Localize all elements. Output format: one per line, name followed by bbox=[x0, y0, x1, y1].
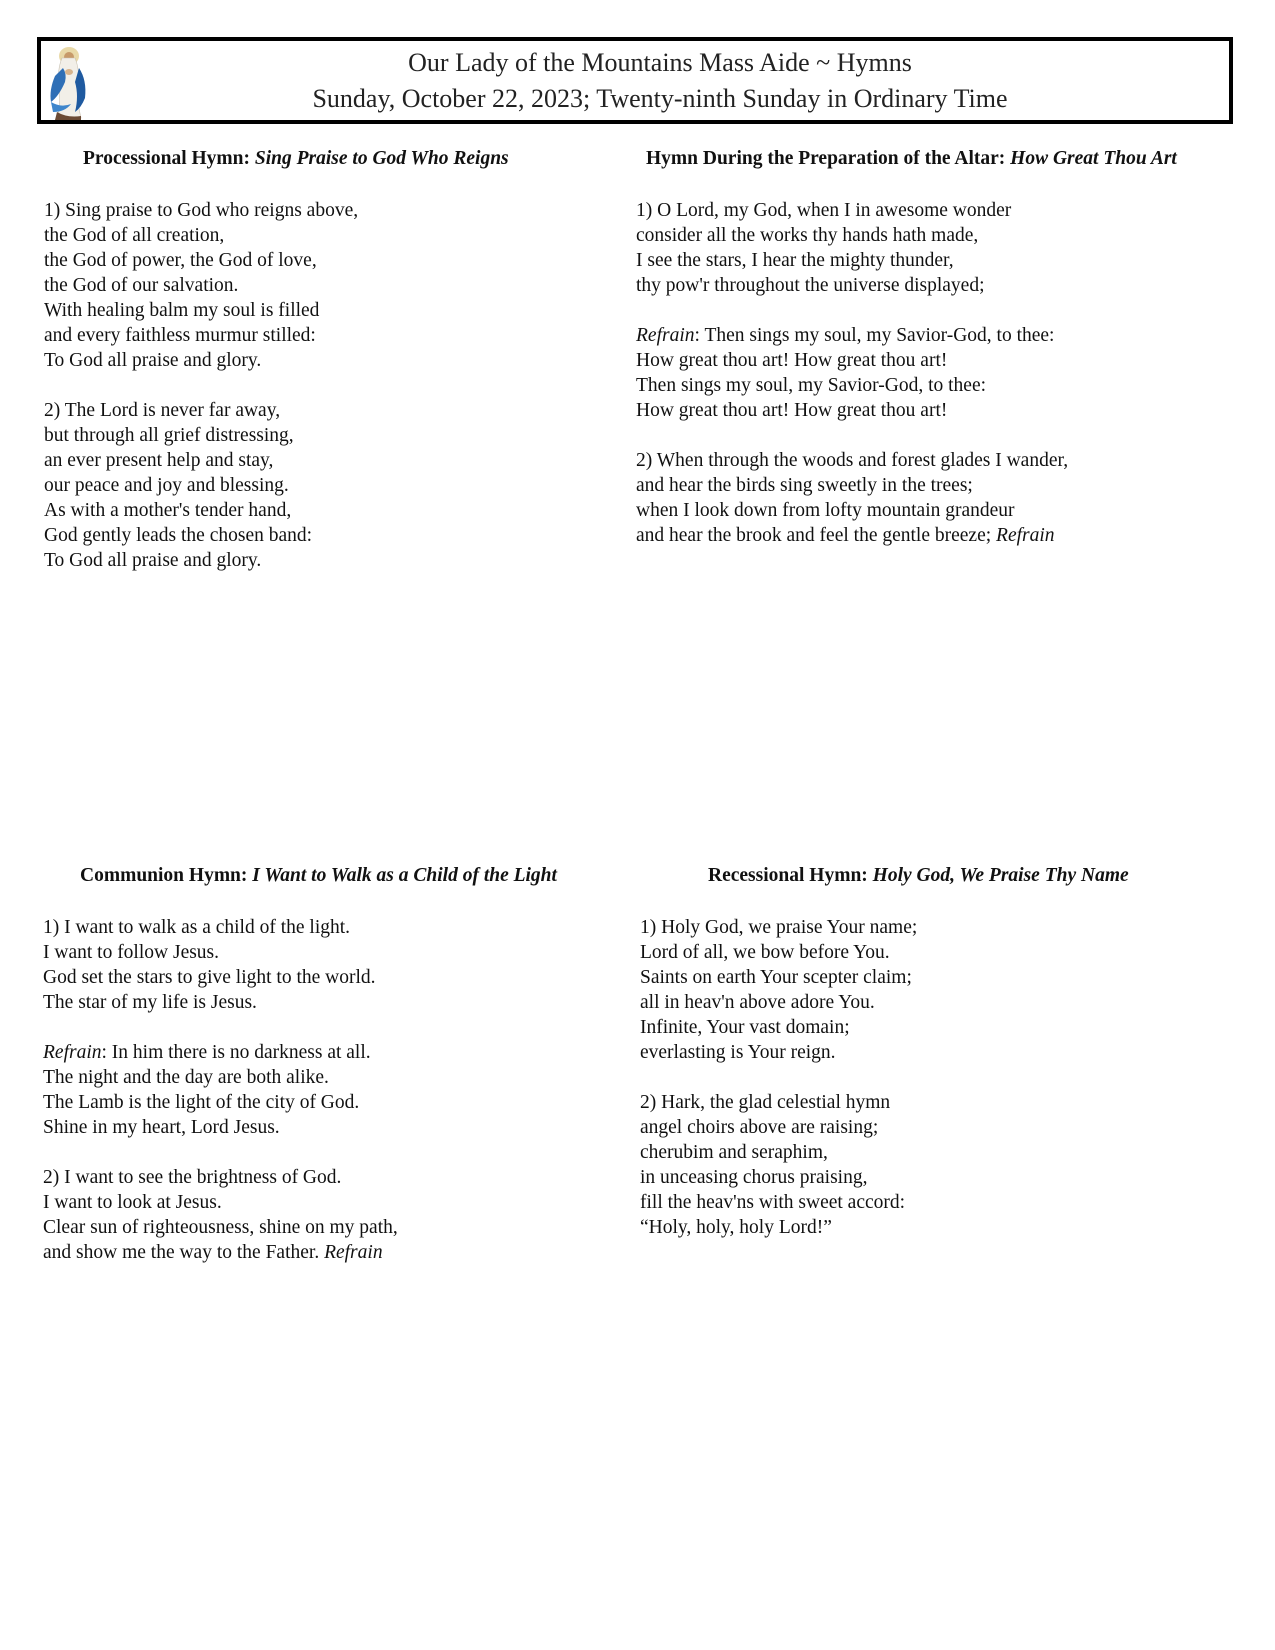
verse-line: 2) I want to see the brightness of God. bbox=[43, 1167, 342, 1188]
verse-line: 1) Sing praise to God who reigns above, bbox=[44, 200, 359, 221]
verse-line: God set the stars to give light to the world. bbox=[43, 967, 376, 988]
refrain-line bbox=[43, 1040, 603, 1065]
recessional-stanza-2 bbox=[640, 1090, 1200, 1240]
preparation-refrain bbox=[636, 323, 1236, 423]
header-text bbox=[101, 45, 1219, 117]
refrain-cue: Refrain bbox=[996, 525, 1055, 546]
recessional-label: Recessional Hymn: bbox=[708, 865, 873, 886]
refrain-cue: Refrain bbox=[324, 1242, 383, 1263]
refrain-first-text: : In him there is no darkness at all. bbox=[101, 1042, 371, 1063]
verse-line: 2) Hark, the glad celestial hymn bbox=[640, 1092, 891, 1113]
verse-line: cherubim and seraphim, bbox=[640, 1142, 828, 1163]
verse-line: 1) I want to walk as a child of the light. bbox=[43, 917, 351, 938]
verse-line: and every faithless murmur stilled: bbox=[44, 325, 316, 346]
processional-title bbox=[44, 146, 564, 172]
verse-line bbox=[43, 1240, 603, 1265]
verse-line: when I look down from lofty mountain grandeur bbox=[636, 500, 1015, 521]
verse-line: I want to look at Jesus. bbox=[43, 1192, 222, 1213]
verse-line: thy pow'r throughout the universe displayed; bbox=[636, 275, 985, 296]
refrain-label: Refrain bbox=[636, 325, 695, 346]
communion-hymn bbox=[43, 863, 603, 1290]
verse-text: and hear the brook and feel the gentle breeze; bbox=[636, 525, 997, 546]
verse-line: consider all the works thy hands hath made, bbox=[636, 225, 979, 246]
verse-line: The star of my life is Jesus. bbox=[43, 992, 257, 1013]
preparation-stanza-1 bbox=[636, 198, 1236, 298]
verse-line: As with a mother's tender hand, bbox=[44, 500, 292, 521]
verse-line: “Holy, holy, holy Lord!” bbox=[640, 1217, 832, 1238]
header-box bbox=[37, 37, 1233, 124]
verse-line: 1) Holy God, we praise Your name; bbox=[640, 917, 918, 938]
verse-line: Saints on earth Your scepter claim; bbox=[640, 967, 912, 988]
verse-line: all in heav'n above adore You. bbox=[640, 992, 875, 1013]
refrain-line: How great thou art! How great thou art! bbox=[636, 350, 948, 371]
verse-line: angel choirs above are raising; bbox=[640, 1117, 879, 1138]
verse-line: To God all praise and glory. bbox=[44, 550, 262, 571]
verse-line: I want to follow Jesus. bbox=[43, 942, 220, 963]
communion-label: Communion Hymn: bbox=[80, 865, 253, 886]
processional-label: Processional Hymn: bbox=[83, 148, 255, 169]
recessional-stanza-1 bbox=[640, 915, 1200, 1065]
recessional-hymn bbox=[640, 863, 1200, 1265]
refrain-line: The night and the day are both alike. bbox=[43, 1067, 329, 1088]
communion-stanza-2 bbox=[43, 1165, 603, 1265]
verse-line: everlasting is Your reign. bbox=[640, 1042, 836, 1063]
verse-line: the God of our salvation. bbox=[44, 275, 239, 296]
communion-name: I Want to Walk as a Child of the Light bbox=[252, 865, 557, 886]
verse-line: the God of power, the God of love, bbox=[44, 250, 317, 271]
processional-name: Sing Praise to God Who Reigns bbox=[254, 148, 509, 169]
preparation-hymn bbox=[636, 146, 1236, 573]
processional-stanza-2 bbox=[44, 398, 564, 573]
processional-stanza-1 bbox=[44, 198, 564, 373]
verse-line: in unceasing chorus praising, bbox=[640, 1167, 868, 1188]
refrain-line: Then sings my soul, my Savior-God, to thee: bbox=[636, 375, 987, 396]
verse-line: 2) The Lord is never far away, bbox=[44, 400, 281, 421]
communion-refrain bbox=[43, 1040, 603, 1140]
refrain-line: The Lamb is the light of the city of God. bbox=[43, 1092, 360, 1113]
header-date: Sunday, October 22, 2023; Twenty-ninth Sunday in Ordinary Time bbox=[312, 84, 1008, 113]
refrain-label: Refrain bbox=[43, 1042, 102, 1063]
preparation-title bbox=[636, 146, 1236, 172]
verse-line: To God all praise and glory. bbox=[44, 350, 262, 371]
verse-line: 1) O Lord, my God, when I in awesome wonder bbox=[636, 200, 1012, 221]
verse-line: 2) When through the woods and forest glades I wander, bbox=[636, 450, 1069, 471]
preparation-name: How Great Thou Art bbox=[1010, 148, 1177, 169]
verse-line: fill the heav'ns with sweet accord: bbox=[640, 1192, 906, 1213]
recessional-title bbox=[640, 863, 1200, 889]
recessional-name: Holy God, We Praise Thy Name bbox=[872, 865, 1129, 886]
verse-text: and show me the way to the Father. bbox=[43, 1242, 325, 1263]
verse-line: our peace and joy and blessing. bbox=[44, 475, 289, 496]
verse-line: With healing balm my soul is filled bbox=[44, 300, 320, 321]
verse-line: I see the stars, I hear the mighty thunder, bbox=[636, 250, 954, 271]
refrain-line bbox=[636, 323, 1236, 348]
verse-line bbox=[636, 523, 1236, 548]
verse-line: but through all grief distressing, bbox=[44, 425, 294, 446]
madonna-icon bbox=[45, 46, 91, 120]
preparation-stanza-2 bbox=[636, 448, 1236, 548]
processional-hymn bbox=[44, 146, 564, 598]
verse-line: God gently leads the chosen band: bbox=[44, 525, 313, 546]
communion-title bbox=[43, 863, 603, 889]
verse-line: Infinite, Your vast domain; bbox=[640, 1017, 850, 1038]
refrain-line: How great thou art! How great thou art! bbox=[636, 400, 948, 421]
preparation-label: Hymn During the Preparation of the Altar: bbox=[646, 148, 1011, 169]
verse-line: an ever present help and stay, bbox=[44, 450, 274, 471]
verse-line: Lord of all, we bow before You. bbox=[640, 942, 890, 963]
verse-line: the God of all creation, bbox=[44, 225, 225, 246]
verse-line: and hear the birds sing sweetly in the trees; bbox=[636, 475, 973, 496]
header-title: Our Lady of the Mountains Mass Aide ~ Hymns bbox=[408, 48, 912, 77]
communion-stanza-1 bbox=[43, 915, 603, 1015]
refrain-line: Shine in my heart, Lord Jesus. bbox=[43, 1117, 280, 1138]
verse-line: Clear sun of righteousness, shine on my path, bbox=[43, 1217, 398, 1238]
refrain-first-text: : Then sings my soul, my Savior-God, to thee: bbox=[694, 325, 1055, 346]
